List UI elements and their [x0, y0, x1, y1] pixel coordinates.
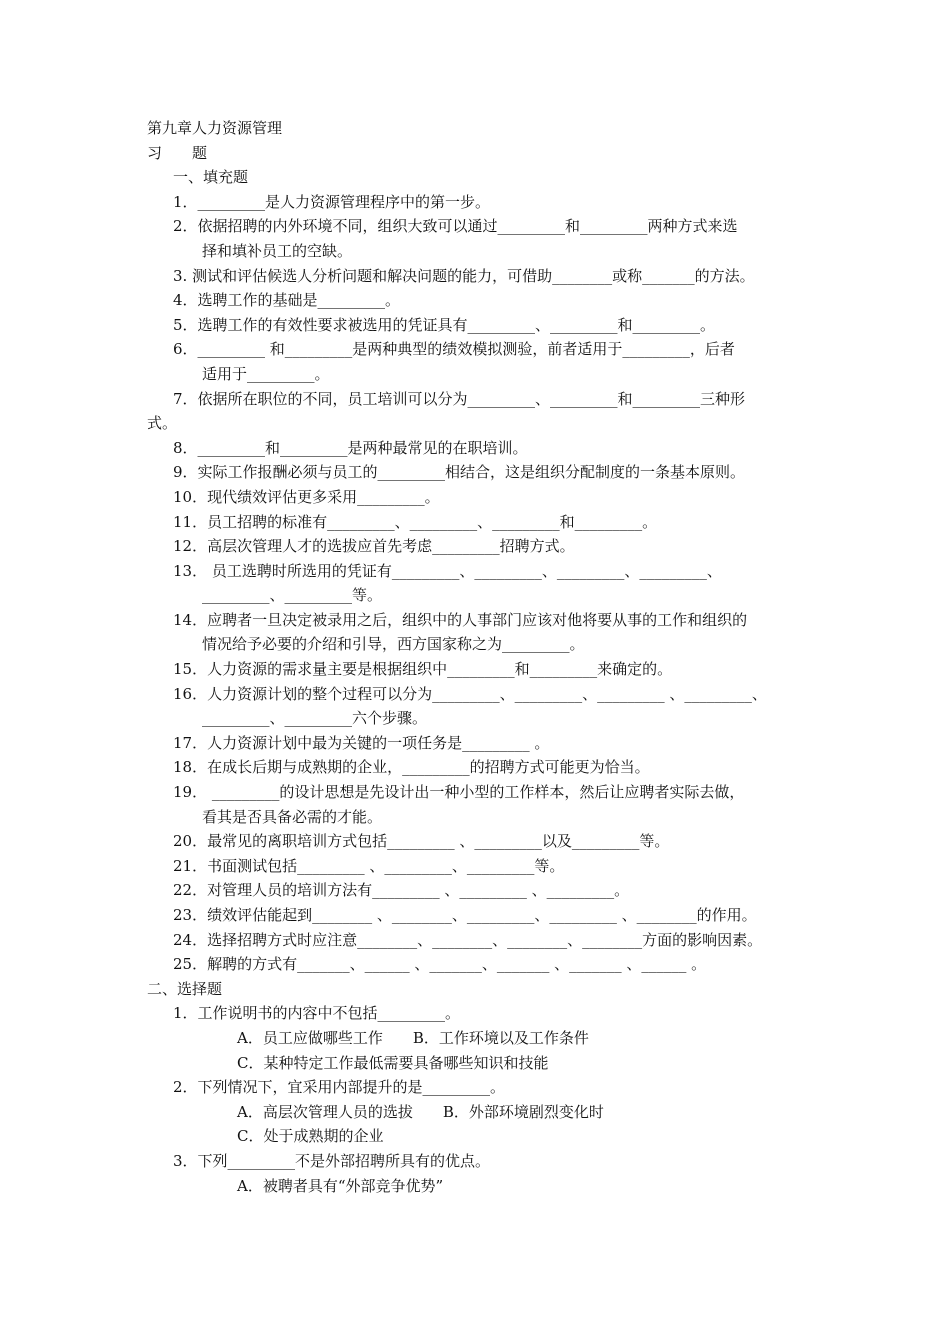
fill-question-cont: 适用于_________。 — [202, 364, 330, 383]
fill-question: 3. 测试和评估候选人分析问题和解决问题的能力，可借助________或称_______的方法。 — [173, 266, 755, 285]
fill-question: 9．实际工作报酬必须与员工的_________相结合，这是组织分配制度的一条基本原则。 — [173, 463, 746, 482]
fill-question: 12．高层次管理人才的选拔应首先考虑_________招聘方式。 — [173, 537, 575, 556]
fill-question: 8．_________和_________是两种最常见的在职培训。 — [173, 438, 528, 457]
choice-options: C．某种特定工作最低需要具备哪些知识和技能 — [237, 1053, 549, 1072]
fill-question: 1．_________是人力资源管理程序中的第一步。 — [173, 192, 491, 211]
fill-question: 20．最常见的离职培训方式包括_________ 、_________以及_________等。 — [173, 832, 670, 851]
fill-question: 16．人力资源计划的整个过程可以分为_________、_________、_________ 、_________、 — [173, 684, 767, 703]
chapter-title: 第九章人力资源管理 — [147, 119, 283, 137]
fill-question: 13． 员工选聘时所选用的凭证有_________、_________、_________、_________、 — [173, 561, 722, 580]
fill-question-cont: 式。 — [147, 414, 178, 433]
fill-question: 19． _________的设计思想是先设计出一种小型的工作样本，然后让应聘者实际去做， — [173, 783, 745, 802]
choice-options: C．处于成熟期的企业 — [237, 1127, 384, 1146]
fill-question: 25．解聘的方式有_______、______ 、_______、_______ 、_______ 、______ 。 — [173, 955, 707, 974]
fill-question-cont: 择和填补员工的空缺。 — [202, 241, 353, 260]
choice-question: 3．下列_________不是外部招聘所具有的优点。 — [173, 1151, 491, 1170]
fill-question-cont: 情况给予必要的介绍和引导，西方国家称之为_________。 — [202, 635, 585, 654]
fill-question: 18．在成长后期与成熟期的企业，_________的招聘方式可能更为恰当。 — [173, 758, 650, 777]
fill-question: 4．选聘工作的基础是_________。 — [173, 291, 401, 310]
fill-question: 14．应聘者一旦决定被录用之后，组织中的人事部门应该对他将要从事的工作和组织的 — [173, 610, 748, 629]
choice-question: 1．工作说明书的内容中不包括_________。 — [173, 1004, 461, 1023]
fill-question: 10．现代绩效评估更多采用_________。 — [173, 487, 440, 506]
fill-question: 7．依据所在职位的不同，员工培训可以分为_________、_________和_________三种形 — [173, 389, 746, 408]
fill-question: 24．选择招聘方式时应注意________、________、________、________方面的影响因素。 — [173, 930, 763, 949]
fill-section-heading: 一、填充题 — [173, 168, 249, 187]
fill-question: 2．依据招聘的内外环境不同，组织大致可以通过_________和_________两种方式来选 — [173, 217, 738, 236]
choice-options: A．被聘者具有“外部竞争优势” — [237, 1176, 444, 1195]
choice-question: 2．下列情况下，宜采用内部提升的是_________。 — [173, 1078, 506, 1097]
fill-question: 15．人力资源的需求量主要是根据组织中_________和_________来确定的。 — [173, 660, 673, 679]
choice-section-heading: 二、选择题 — [147, 979, 223, 998]
fill-question-cont: 看其是否具备必需的才能。 — [202, 807, 383, 826]
choice-options: A．高层次管理人员的选拔 B．外部环境剧烈变化时 — [237, 1102, 604, 1121]
fill-question: 6．_________ 和_________是两种典型的绩效模拟测验，前者适用于_________，后者 — [173, 340, 735, 359]
fill-question: 5．选聘工作的有效性要求被选用的凭证具有_________、_________和_________。 — [173, 315, 716, 334]
document-page — [147, 116, 810, 1198]
fill-question: 22．对管理人员的培训方法有_________ 、_________ 、_________。 — [173, 881, 630, 900]
fill-question: 11．员工招聘的标准有_________、_________、_________和_________。 — [173, 512, 658, 531]
fill-question: 17．人力资源计划中最为关键的一项任务是_________ 。 — [173, 733, 550, 752]
fill-question: 23．绩效评估能起到________ 、________、_________、_________ 、________的作用。 — [173, 906, 757, 924]
choice-options: A．员工应做哪些工作 B．工作环境以及工作条件 — [237, 1028, 589, 1047]
exercise-heading: 习 题 — [147, 143, 208, 162]
fill-question-cont: _________、_________等。 — [202, 586, 383, 605]
fill-question-cont: _________、_________六个步骤。 — [202, 709, 428, 728]
fill-question: 21．书面测试包括_________ 、_________、_________等。 — [173, 856, 565, 875]
